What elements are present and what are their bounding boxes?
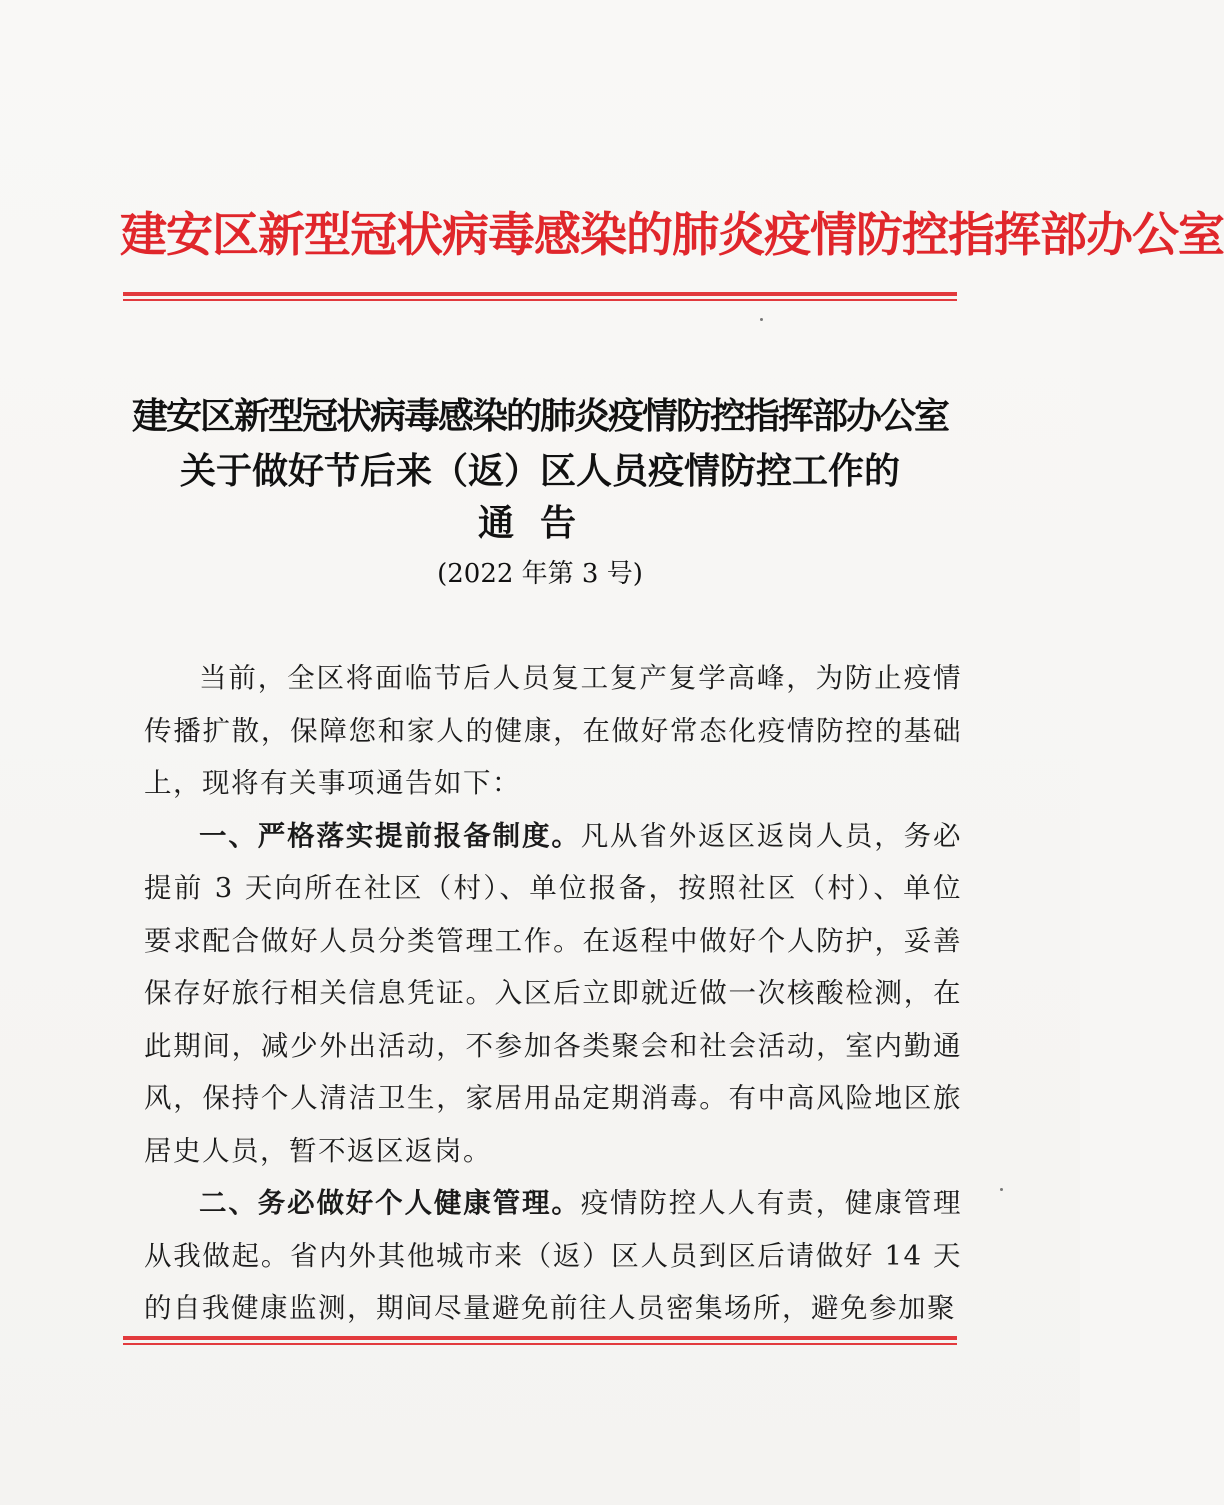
header-red-rule: [123, 292, 957, 301]
issuer-header: 建安区新型冠状病毒感染的肺炎疫情防控指挥部办公室: [120, 208, 1224, 263]
section-1-text: 凡从省外返区返岗人员，务必提前 3 天向所在社区（村）、单位报备，按照社区（村）、单位要求配合做好人员分类管理工作。在返程中做好个人防护，妥善保存好旅行相关信息凭证。入区后立即就近做一次核酸检测，在此期间，减少外出活动，不参加各类聚会和社会活动，室内勤通风，保持个人清洁卫生，家居用品定期消毒。有中高风险地区旅居史人员，暂不返区返岗。: [144, 819, 963, 1167]
footer-red-rule: [123, 1336, 957, 1345]
section-2-heading: 二、务必做好个人健康管理。: [199, 1187, 581, 1219]
notice-body: [144, 652, 962, 1335]
notice-title-line-1: 建安区新型冠状病毒感染的肺炎疫情防控指挥部办公室: [131, 396, 948, 437]
section-1-paragraph: [144, 810, 962, 1178]
notice-title-line-2: 关于做好节后来（返）区人员疫情防控工作的: [179, 451, 900, 492]
scan-speck: [1000, 1188, 1003, 1191]
section-2-text: 疫情防控人人有责，健康管理从我做起。省内外其他城市来（返）区人员到区后请做好 14 天的自我健康监测，期间尽量避免前往人员密集场所，避免参加聚: [144, 1187, 963, 1324]
notice-title-line-3: 通告: [477, 503, 602, 544]
section-1-heading: 一、严格落实提前报备制度。: [199, 819, 581, 852]
document-number: (2022 年第 3 号): [437, 559, 643, 589]
section-2-paragraph: [144, 1177, 962, 1335]
intro-paragraph: 当前，全区将面临节后人员复工复产复学高峰，为防止疫情传播扩散，保障您和家人的健康，在做好常态化疫情防控的基础上，现将有关事项通告如下：: [144, 662, 962, 799]
scan-speck: [760, 318, 763, 321]
